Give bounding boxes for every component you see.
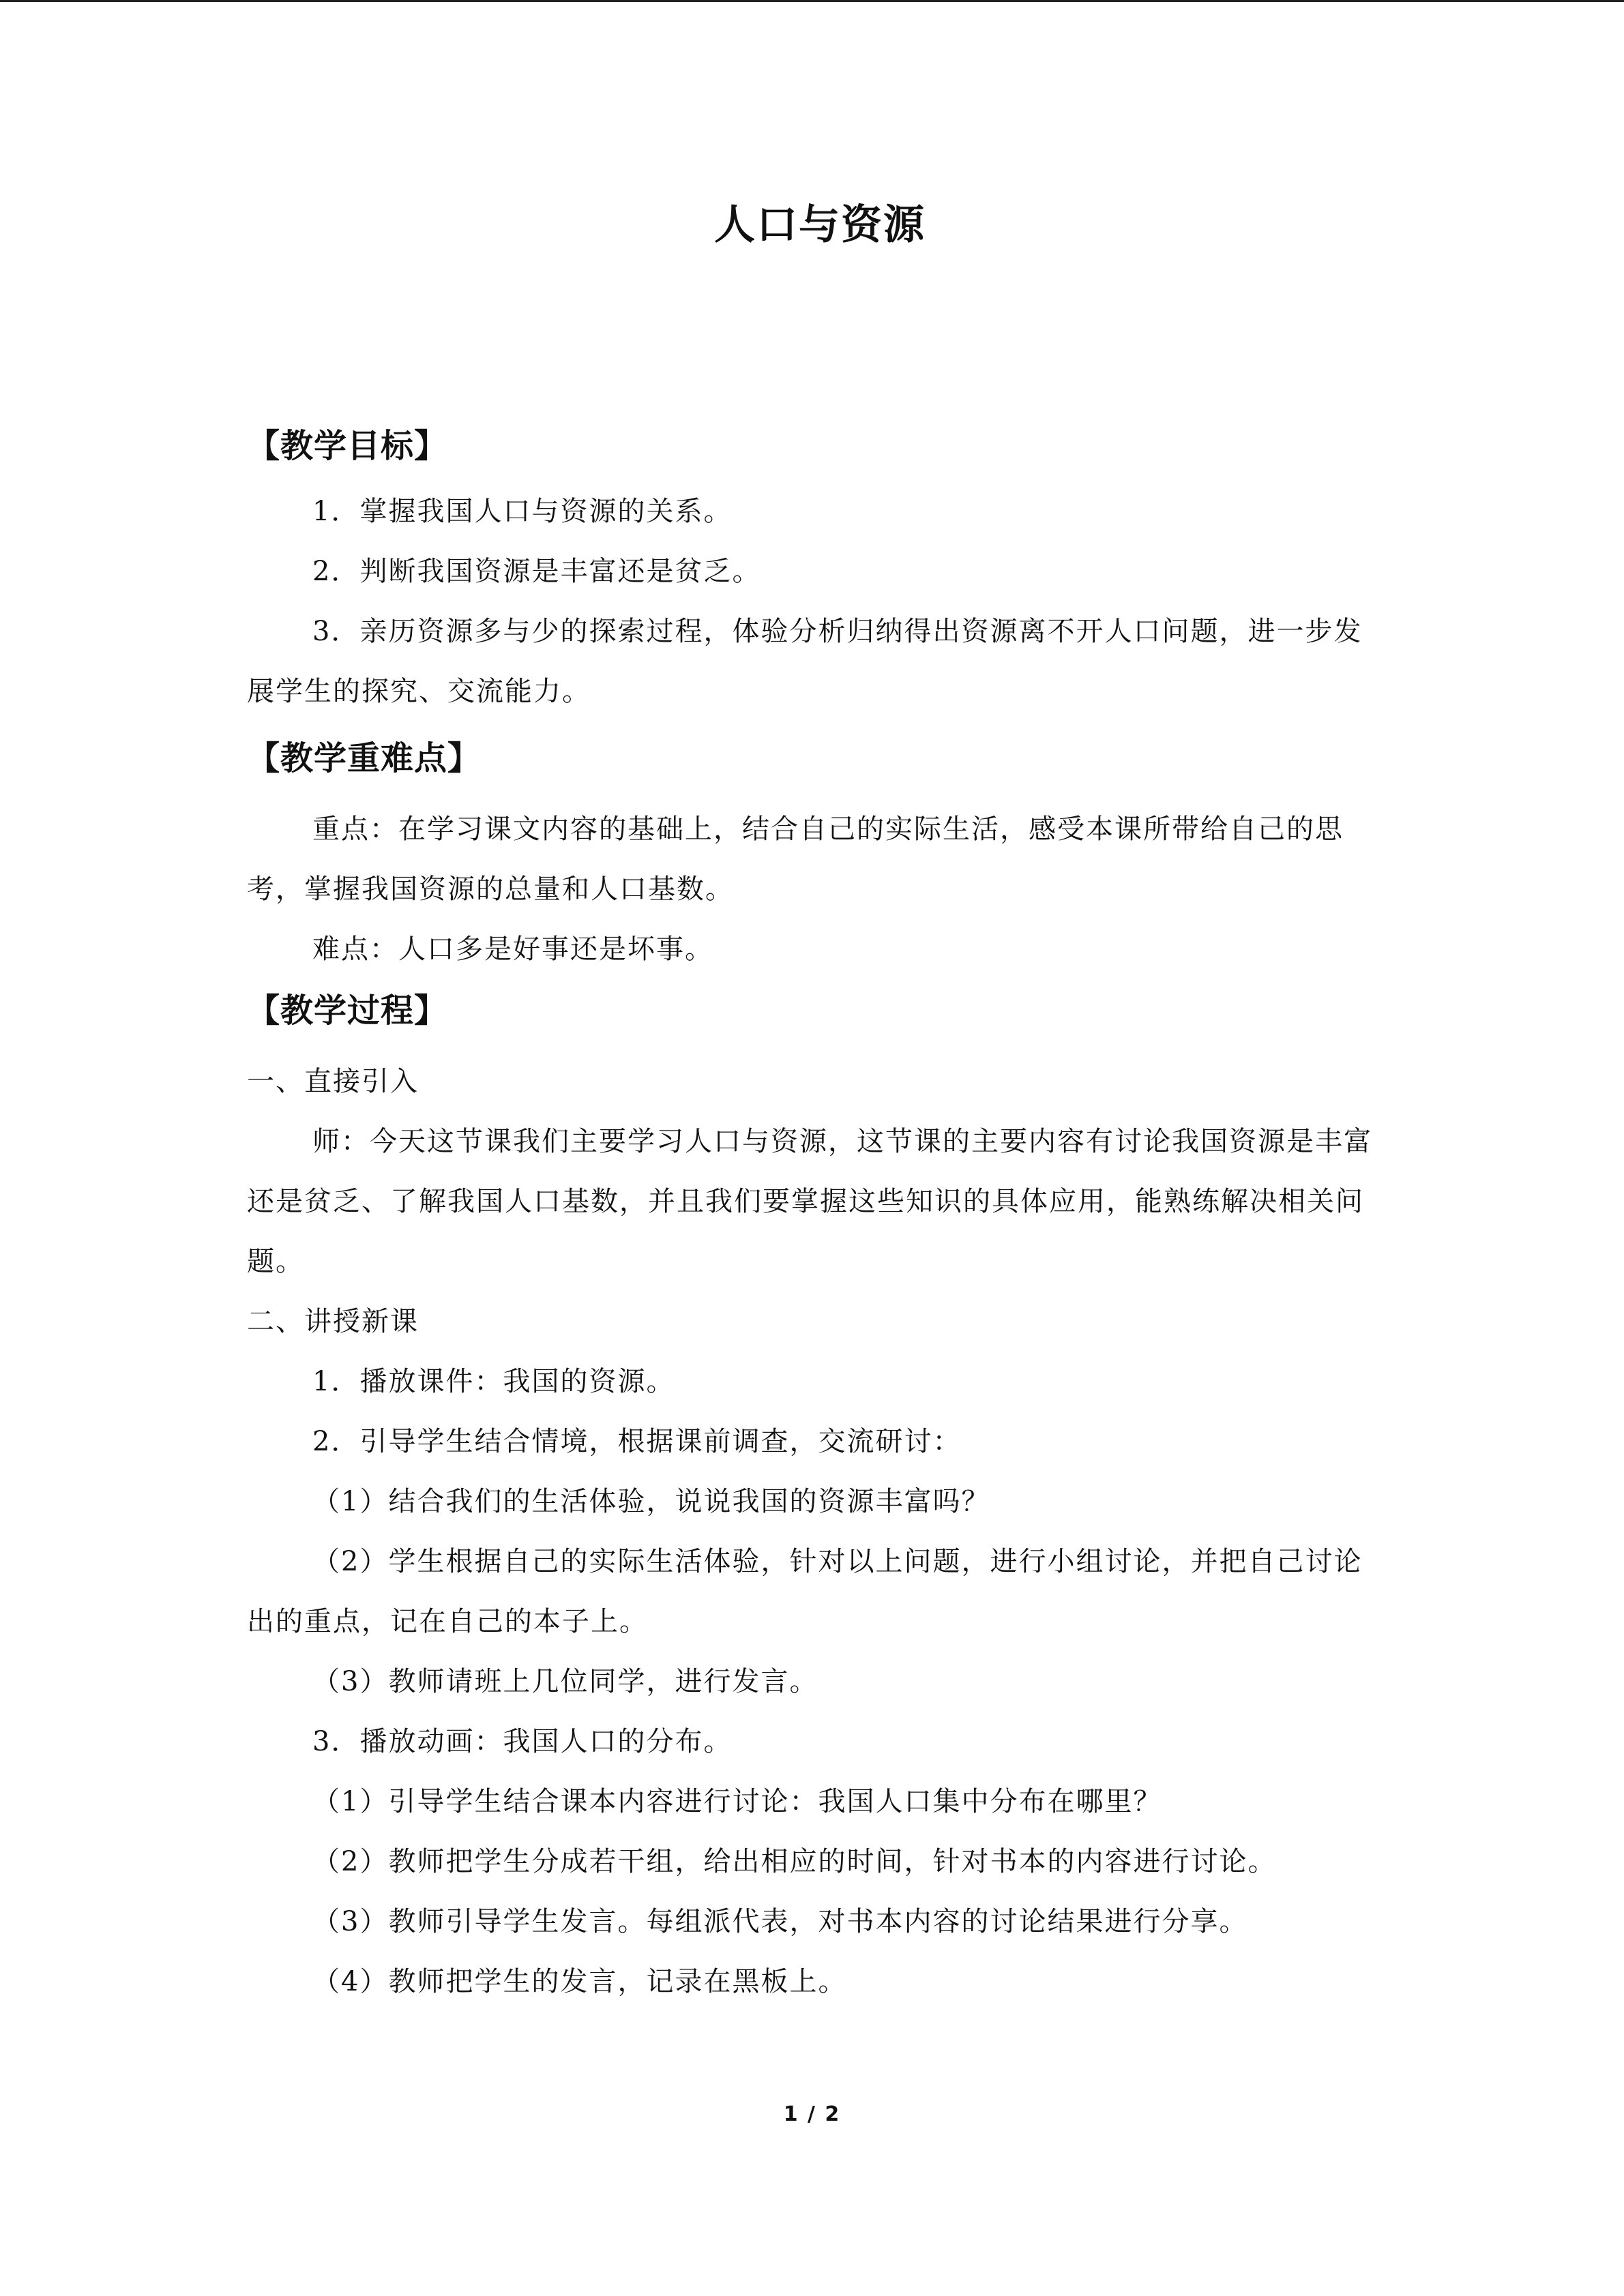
process-step-2-sub-2: （2）学生根据自己的实际生活体验，针对以上问题，进行小组讨论，并把自己讨论出的重点，记在自己的本子上。 [247, 1546, 1363, 1637]
document-body [247, 201, 1379, 2012]
process-part1-title: 一、直接引入 [247, 1066, 419, 1097]
process-step-2-sub-3: （3）教师请班上几位同学，进行发言。 [312, 1666, 818, 1697]
process-part2-title: 二、讲授新课 [247, 1306, 419, 1337]
page-title: 人口与资源 [714, 201, 926, 249]
page-number: 1 / 2 [783, 2102, 841, 2126]
heading-teaching-process: 【教学过程】 [247, 992, 448, 1030]
objective-item-1: 1．掌握我国人口与资源的关系。 [312, 496, 733, 527]
process-step-2: 2．引导学生结合情境，根据课前调查，交流研讨： [312, 1426, 962, 1457]
page-top-border [0, 0, 1624, 2]
heading-teaching-objectives: 【教学目标】 [247, 427, 448, 465]
heading-key-difficult-points: 【教学重难点】 [247, 739, 482, 777]
process-step-3-sub-2: （2）教师把学生分成若干组，给出相应的时间，针对书本的内容进行讨论。 [312, 1846, 1277, 1877]
key-point-focus: 重点：在学习课文内容的基础上，结合自己的实际生活，感受本课所带给自己的思考，掌握我国资源的总量和人口基数。 [247, 814, 1344, 905]
key-point-difficulty: 难点：人口多是好事还是坏事。 [312, 934, 713, 965]
process-step-1: 1．播放课件：我国的资源。 [312, 1366, 675, 1397]
process-step-3-sub-4: （4）教师把学生的发言，记录在黑板上。 [312, 1966, 847, 1997]
process-step-2-sub-1: （1）结合我们的生活体验，说说我国的资源丰富吗？ [312, 1486, 990, 1517]
process-step-3-sub-1: （1）引导学生结合课本内容进行讨论：我国人口集中分布在哪里？ [312, 1786, 1162, 1817]
objective-item-3: 3．亲历资源多与少的探索过程，体验分析归纳得出资源离不开人口问题，进一步发展学生的探究、交流能力。 [247, 616, 1363, 707]
process-step-3-sub-3: （3）教师引导学生发言。每组派代表，对书本内容的讨论结果进行分享。 [312, 1906, 1248, 1937]
process-step-3: 3．播放动画：我国人口的分布。 [312, 1726, 733, 1757]
objective-item-2: 2．判断我国资源是丰富还是贫乏。 [312, 556, 761, 587]
process-part1-text: 师：今天这节课我们主要学习人口与资源，这节课的主要内容有讨论我国资源是丰富还是贫乏、了解我国人口基数，并且我们要掌握这些知识的具体应用，能熟练解决相关问题。 [247, 1126, 1372, 1277]
